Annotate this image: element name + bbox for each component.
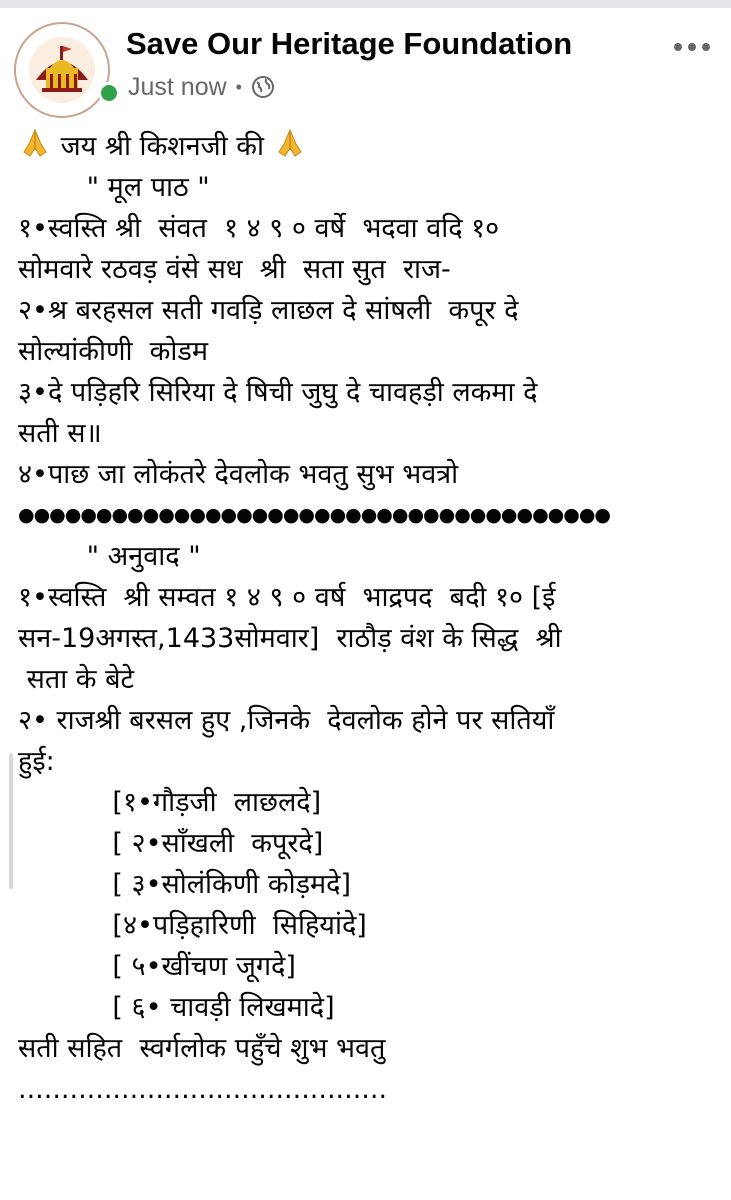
online-status-dot: [98, 82, 120, 104]
post-line-5: २•श्र बरहसल सती गवड़ि लाछल दे सांषली कपूर दे: [18, 295, 519, 326]
post-line-6: सोल्यांकीणी कोडम: [18, 336, 208, 367]
dot-divider: ●●●●●●●●●●●●●●●●●●●●●●●●●●●●●●●●●●●●●●: [18, 504, 610, 526]
post-line-15: २• राजश्री बरसल हुए ,जिनके देवलोक होने पर सतियाँ: [18, 705, 555, 736]
meta-separator: •: [235, 76, 242, 97]
more-dots-icon: [674, 43, 682, 51]
post-timestamp[interactable]: Just now: [128, 72, 227, 101]
post-line-23: सती सहित स्वर्गलोक पहुँचे शुभ भवतु: [18, 1033, 386, 1064]
post-line-17: [१•गौड़जी लाछलदे]: [18, 787, 322, 818]
dotted-divider: ...........................................: [18, 1074, 388, 1105]
post-line-8: सती स॥: [18, 418, 102, 449]
folded-hands-icon: [18, 126, 52, 160]
post-line-20: [४•पड़िहारिणी सिहियांदे]: [18, 910, 367, 941]
globe-icon[interactable]: [251, 75, 275, 99]
post-line-13: सन-19अगस्त,1433सोमवार] राठौड़ वंश के सिद्ध श्री: [18, 623, 562, 654]
top-divider: [0, 0, 731, 8]
post-line-19: [ ३•सोलंकिणी कोड़मदे]: [18, 869, 352, 900]
post-line-16: हुई:: [18, 746, 55, 777]
post-line-21: [ ५•खींचण जूगदे]: [18, 951, 296, 982]
post-line-11: " अनुवाद ": [18, 541, 201, 572]
post-meta: [128, 72, 275, 102]
more-options-button[interactable]: [668, 32, 716, 62]
post-line-18: [ २•साँखली कपूरदे]: [18, 828, 324, 859]
post-line-3: १•स्वस्ति श्री संवत १ ४ ९ ० वर्षे भदवा वदि १०: [18, 213, 500, 244]
page-avatar[interactable]: [14, 22, 110, 118]
page-name[interactable]: Save Our Heritage Foundation: [126, 26, 573, 61]
post-line-14: सता के बेटे: [18, 664, 135, 695]
post-line-4: सोमवारे रठवड़ वंसे सध श्री सता सुत राज-: [18, 254, 451, 285]
post-line-1: जय श्री किशनजी की: [18, 126, 723, 167]
post-line-9: ४•पाछ जा लोकंतरे देवलोक भवतु सुभ भवत्रो: [18, 459, 459, 490]
post-line-2: " मूल पाठ ": [18, 172, 210, 203]
post-line-7: ३•दे पड़िहरि सिरिया दे षिची जुघु दे चावहड़ी लकमा दे: [18, 377, 538, 408]
post-header: [0, 8, 731, 108]
post-line-12: १•स्वस्ति श्री सम्वत १ ४ ९ ० वर्ष भाद्रपद बदी १० [ई: [18, 582, 556, 613]
scrollbar[interactable]: [9, 753, 13, 889]
folded-hands-icon: [273, 126, 307, 160]
post-text: [18, 126, 723, 1110]
heritage-logo-icon: [16, 24, 108, 116]
post-line-22: [ ६• चावड़ी लिखमादे]: [18, 992, 335, 1023]
